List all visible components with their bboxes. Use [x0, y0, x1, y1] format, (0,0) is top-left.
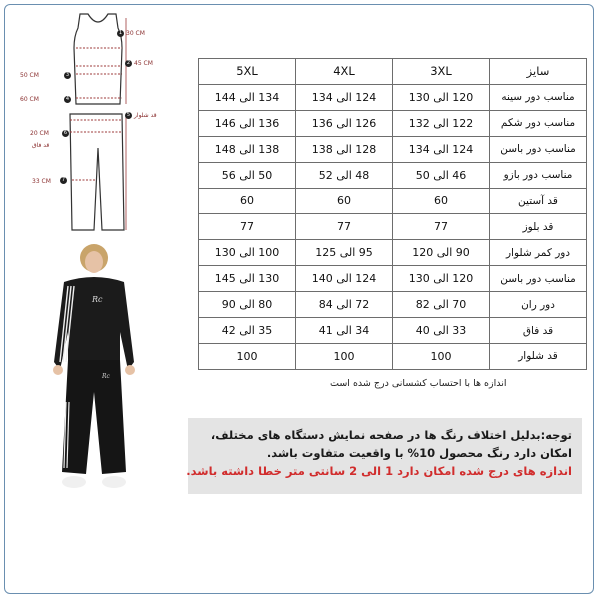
- cell-5xl: 35 الی 42: [199, 318, 296, 344]
- measurement-diagram: [18, 8, 168, 238]
- row-label: مناسب دور سینه: [490, 84, 587, 110]
- label-50cm: 50 CM: [20, 72, 39, 79]
- row-label: قد فاق: [490, 318, 587, 344]
- table-row: [199, 240, 587, 266]
- cell-5xl: 136 الی 146: [199, 110, 296, 136]
- header-5xl: 5XL: [199, 59, 296, 85]
- cell-5xl: 60: [199, 188, 296, 214]
- table-row: [199, 292, 587, 318]
- marker-1: 1: [118, 30, 123, 36]
- warning-box: [188, 418, 582, 494]
- cell-5xl: 77: [199, 214, 296, 240]
- row-label: قد شلوار: [490, 343, 587, 369]
- cell-5xl: 130 الی 145: [199, 266, 296, 292]
- marker-6: 6: [63, 130, 68, 136]
- warning-line-1: توجه:بدلیل اختلاف رنگ ها در صفحه نمایش دستگاه های مختلف،: [210, 428, 572, 442]
- svg-text:Rc: Rc: [92, 295, 103, 304]
- cell-4xl: 128 الی 138: [296, 136, 393, 162]
- label-33cm: 33 CM: [32, 178, 51, 185]
- cell-3xl: 120 الی 130: [393, 84, 490, 110]
- size-table: [198, 58, 587, 370]
- marker-7: 7: [61, 177, 66, 183]
- label-20cm: 20 CM: [30, 130, 49, 137]
- cell-4xl: 34 الی 41: [296, 318, 393, 344]
- label-45cm: 45 CM: [134, 60, 153, 67]
- label-30cm: 30 CM: [126, 30, 145, 37]
- cell-4xl: 77: [296, 214, 393, 240]
- header-3xl: 3XL: [393, 59, 490, 85]
- table-row: [199, 188, 587, 214]
- table-row: [199, 110, 587, 136]
- marker-3: 3: [65, 72, 70, 78]
- cell-3xl: 60: [393, 188, 490, 214]
- header-4xl: 4XL: [296, 59, 393, 85]
- row-label: مناسب دور شکم: [490, 110, 587, 136]
- marker-4: 4: [65, 96, 70, 102]
- row-label: قد آستین: [490, 188, 587, 214]
- cell-5xl: 50 الی 56: [199, 162, 296, 188]
- cell-3xl: 33 الی 40: [393, 318, 490, 344]
- row-label: مناسب دور باسن: [490, 266, 587, 292]
- header-size: سایز: [490, 59, 587, 85]
- label-pants-length: قد شلوار: [134, 112, 157, 119]
- table-row: [199, 266, 587, 292]
- row-label: قد بلوز: [490, 214, 587, 240]
- cell-5xl: 134 الی 144: [199, 84, 296, 110]
- cell-3xl: 70 الی 82: [393, 292, 490, 318]
- cell-4xl: 126 الی 136: [296, 110, 393, 136]
- table-row: [199, 343, 587, 369]
- warning-line-3: اندازه های درج شده امکان دارد 1 الی 2 سانتی متر خطا داشته باشد.: [186, 464, 572, 478]
- cell-4xl: 60: [296, 188, 393, 214]
- elasticity-note: اندازه ها با احتساب کشسانی درج شده است: [330, 378, 507, 389]
- row-label: دور ران: [490, 292, 587, 318]
- cell-4xl: 95 الی 125: [296, 240, 393, 266]
- cell-3xl: 122 الی 132: [393, 110, 490, 136]
- marker-2: 2: [126, 60, 131, 66]
- table-row: [199, 84, 587, 110]
- marker-5: 5: [126, 112, 131, 118]
- row-label: دور کمر شلوار: [490, 240, 587, 266]
- label-60cm: 60 CM: [20, 96, 39, 103]
- cell-3xl: 120 الی 130: [393, 266, 490, 292]
- model-photo: [40, 242, 148, 500]
- cell-5xl: 100: [199, 343, 296, 369]
- cell-4xl: 124 الی 140: [296, 266, 393, 292]
- table-row: [199, 136, 587, 162]
- row-label: مناسب دور باسن: [490, 136, 587, 162]
- garment-outline: [18, 8, 168, 238]
- cell-3xl: 124 الی 134: [393, 136, 490, 162]
- cell-5xl: 100 الی 130: [199, 240, 296, 266]
- cell-4xl: 72 الی 84: [296, 292, 393, 318]
- table-row: [199, 318, 587, 344]
- cell-4xl: 124 الی 134: [296, 84, 393, 110]
- table-row: [199, 162, 587, 188]
- cell-3xl: 90 الی 120: [393, 240, 490, 266]
- warning-line-2: امکان دارد رنگ محصول 10% با واقعیت متفاوت باشد.: [266, 446, 572, 460]
- row-label: مناسب دور بازو: [490, 162, 587, 188]
- cell-5xl: 80 الی 90: [199, 292, 296, 318]
- label-rise: قد فاق: [32, 142, 50, 149]
- svg-text:Rc: Rc: [102, 373, 110, 380]
- cell-5xl: 138 الی 148: [199, 136, 296, 162]
- cell-4xl: 100: [296, 343, 393, 369]
- table-header-row: [199, 59, 587, 85]
- cell-3xl: 77: [393, 214, 490, 240]
- cell-3xl: 100: [393, 343, 490, 369]
- cell-3xl: 46 الی 50: [393, 162, 490, 188]
- cell-4xl: 48 الی 52: [296, 162, 393, 188]
- table-row: [199, 214, 587, 240]
